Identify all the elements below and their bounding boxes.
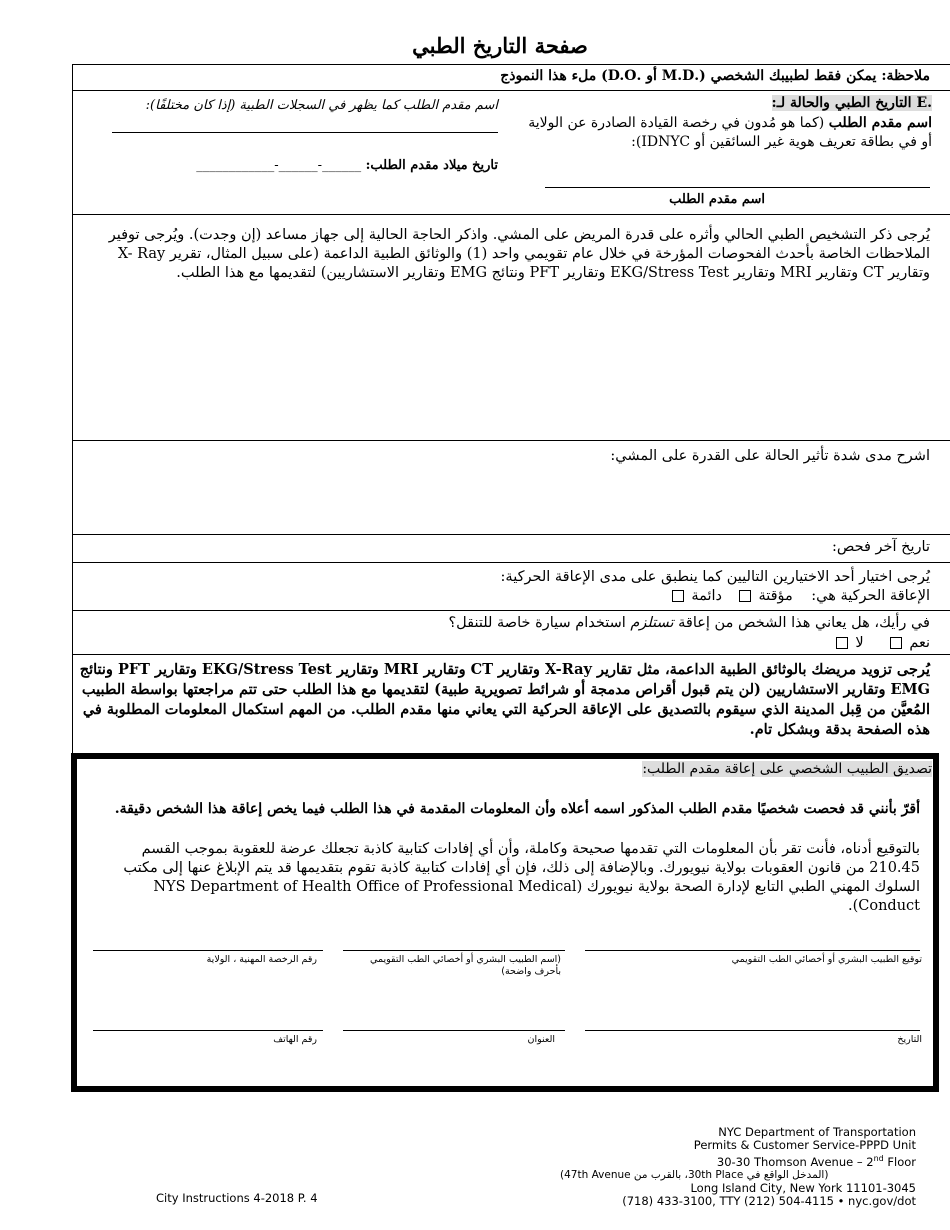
address-label: العنوان (527, 1034, 555, 1045)
vehicle-question-b: استخدام سيارة خاصة للتنقل؟ (448, 615, 631, 631)
city-instructions: City Instructions 4-2018 P. 4 (156, 1191, 318, 1205)
disability-type-label: الإعاقة الحركية هي: (811, 588, 930, 604)
section-e-heading (700, 94, 932, 113)
physician-name-label: (اسم الطبيب البشري أو أخصائي الطب التقويمي بأحرف واضحة) (370, 954, 561, 977)
agency-city: Long Island City, New York 11101-3045 (690, 1180, 916, 1195)
option-temporary-label: مؤقتة (758, 588, 793, 604)
divider (72, 610, 950, 611)
divider (72, 90, 950, 91)
agency-address (560, 1126, 916, 1208)
street-b: Floor (883, 1154, 916, 1169)
physician-name-field[interactable] (343, 950, 565, 951)
agency-contact: (718) 433-3100, TTY (212) 504-4115 • nyc.gov/dot (622, 1193, 916, 1208)
applicant-name-field[interactable] (545, 187, 930, 188)
note: ملاحظة: يمكن فقط لطبيبك الشخصي (.M.D أو .D.O) ملء هذا النموذج (500, 68, 930, 84)
dob-row (112, 156, 498, 175)
applicant-name-label: اسم مقدم الطلب (828, 115, 932, 131)
agency-unit: Permits & Customer Service-PPPD Unit (693, 1138, 916, 1152)
divider (72, 214, 950, 215)
walking-label: اشرح مدى شدة تأثير الحالة على القدرة على المشي: (610, 448, 930, 464)
legal-notice: بالتوقيع أدناه، فأنت تقر بأن المعلومات التي تقدمها صحيحة وكاملة، وأن أي إفادات كتابية كاذبة تجعلك عرضة للعقوبة بموجب القسم 210.45 من قانون العقوبات بولاية نيويورك. وبالإضافة إلى ذلك، فإن أي إفادات كتابية كاذبة تقوم بتقديمها قد يتم الإبلاغ عنها إلى مكتب السلوك المهني الطبي التابع لإدارة الصحة بولاية نيويورك (NYS Department of Health Office of Professional Medical Conduct). (123, 841, 920, 914)
divider (72, 562, 950, 563)
applicant-name-caption: اسم مقدم الطلب (669, 192, 765, 207)
phone-label: رقم الهاتف (273, 1034, 317, 1045)
certification-heading-text: تصديق الطبيب الشخصي على إعاقة مقدم الطلب: (642, 761, 932, 777)
disability-type-options (300, 587, 930, 606)
disability-type-prompt: يُرجى اختيار أحد الاختيارين التاليين كما ينطبق على مدى الإعاقة الحركية: (500, 569, 930, 585)
alt-name-label: اسم مقدم الطلب كما يظهر في السجلات الطبية (إذا كان مختلفًا): (145, 98, 498, 113)
license-number-field[interactable] (93, 950, 323, 951)
yes-label: نعم (909, 635, 930, 651)
physician-signature-field[interactable] (585, 950, 920, 951)
agency-street (560, 1152, 916, 1169)
vehicle-question-italic: تستلزم (630, 615, 674, 631)
date-field[interactable] (585, 1030, 920, 1031)
diagnosis-field[interactable] (76, 290, 946, 438)
section-e-heading-text: .E التاريخ الطبي والحالة لـ: (771, 95, 932, 111)
diagnosis-instructions: يُرجى ذكر التشخيص الطبي الحالي وأثره على قدرة المريض على المشي. واذكر الحاجة الحالية إلى جهاز مساعد (إن وجدت). ويُرجى توفير الملاحظات الخاصة بأحدث الفحوصات المؤرخة في خلال عام تقويمي واحد (1) والوثائق الطبية الداعمة (على سبيل المثال، تقرير X- Ray وتقارير CT وتقارير MRI وتقارير EKG/Stress Test وتقارير PFT ونتائج EMG وتقارير الاستشاريين) لتقديمها مع هذا الطلب. (108, 227, 930, 281)
agency-name: NYC Department of Transportation (718, 1125, 916, 1139)
temporary-checkbox[interactable] (739, 590, 751, 602)
physician-attestation: أقرّ بأنني قد فحصت شخصيًا مقدم الطلب المذكور اسمه أعلاه وأن المعلومات المقدمة في هذا الطلب فيما يخص إعاقة هذا الشخص دقيقة. (114, 801, 920, 817)
dob-field[interactable]: ______-______-____________ (196, 158, 362, 173)
applicant-name-instructions (520, 114, 932, 152)
last-exam-label: تاريخ آخر فحص: (831, 539, 930, 555)
physician-signature-label: توقيع الطبيب البشري أو أخصائي الطب التقويمي (731, 954, 922, 965)
yes-checkbox[interactable] (890, 637, 902, 649)
walking-field[interactable] (76, 470, 946, 530)
dob-label: تاريخ ميلاد مقدم الطلب: (361, 158, 498, 173)
vehicle-question (300, 614, 930, 633)
certification-heading (500, 760, 932, 779)
supporting-docs-instructions: يُرجى تزويد مريضك بالوثائق الطبية الداعمة، مثل تقارير X-Ray وتقارير CT وتقارير MRI وتقارير EKG/Stress Test وتقارير PFT ونتائج EMG وتقارير الاستشاريين (لن يتم قبول أقراص مدمجة أو شرائط تصويرية طبية) لتقديمها مع هذا الطلب حتى تتم مراجعتها بواسطة الطبيب المُعيَّن من قِبل المدينة الذي سيقوم بالتصديق على الإعاقة الحركية التي يعاني منها مقدم الطلب. من المهم استكمال المعلومات المطلوبة في هذه الصفحة بدقة وبشكل تام. (79, 661, 930, 738)
option-permanent-label: دائمة (691, 588, 722, 604)
divider (72, 654, 950, 655)
permanent-checkbox[interactable] (672, 590, 684, 602)
license-number-label: رقم الرخصة المهنية ، الولاية (206, 954, 317, 965)
no-checkbox[interactable] (836, 637, 848, 649)
street-sup: nd (873, 1154, 884, 1163)
page-title: صفحة التاريخ الطبي (412, 33, 588, 58)
no-label: لا (855, 635, 864, 651)
divider (72, 64, 950, 65)
phone-field[interactable] (93, 1030, 323, 1031)
agency-entrance: (المدخل الواقع في 30th Place، بالقرب من 47th Avenue) (560, 1168, 829, 1181)
vehicle-question-a: في رأيك، هل يعاني هذا الشخص من إعاقة (673, 615, 930, 631)
alt-name-field[interactable] (112, 132, 498, 133)
divider (72, 440, 950, 441)
street-a: 30-30 Thomson Avenue – 2 (716, 1154, 874, 1169)
vehicle-options (600, 634, 930, 653)
applicant-name-label-rest: (كما هو مُدون في رخصة القيادة الصادرة عن الولاية أو في بطاقة تعريف هوية غير السائقين أو IDNYC): (528, 115, 932, 150)
address-field[interactable] (343, 1030, 565, 1031)
divider (72, 534, 950, 535)
date-label: التاريخ (897, 1034, 922, 1045)
